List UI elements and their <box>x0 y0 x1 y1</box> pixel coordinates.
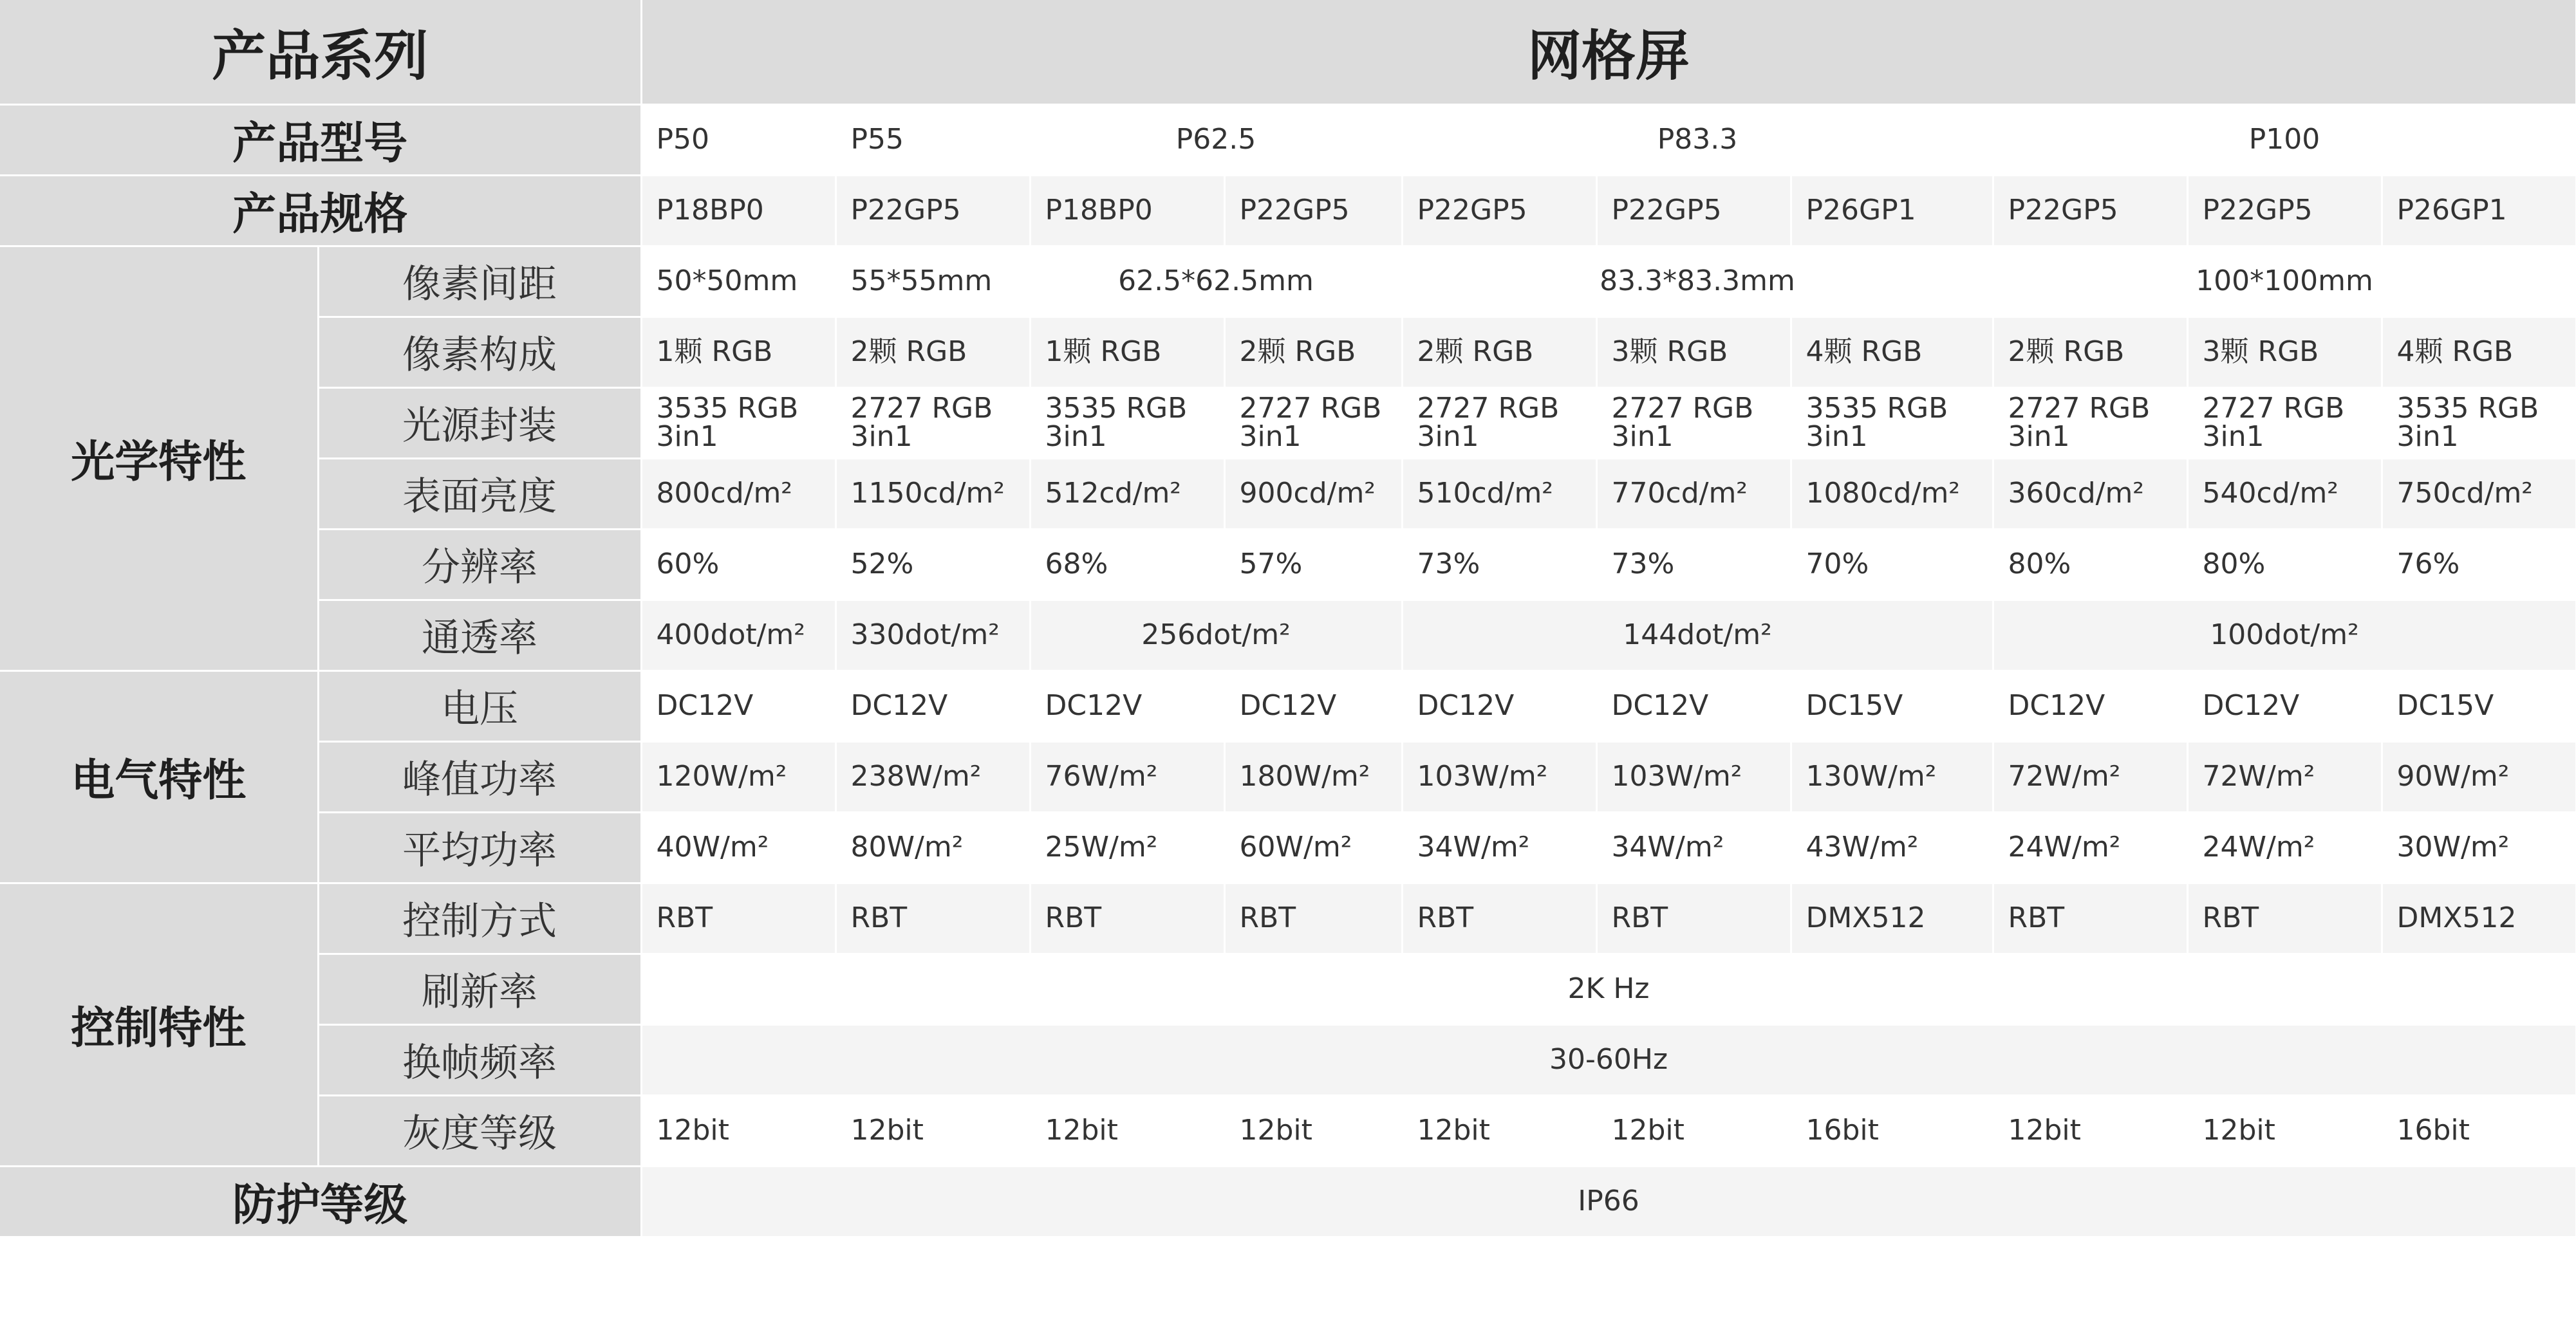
row-label: 灰度等级 <box>318 1095 641 1166</box>
value-cell: 360cd/m² <box>1993 458 2187 529</box>
value-cell: 16bit <box>2382 1095 2576 1166</box>
value-cell: DC12V <box>1993 670 2187 741</box>
value-cell: RBT <box>641 883 835 954</box>
value-cell: 12bit <box>835 1095 1030 1166</box>
row-label: 峰值功率 <box>318 741 641 812</box>
spec-cell: P18BP0 <box>1030 175 1224 246</box>
value-cell: 130W/m² <box>1791 741 1993 812</box>
value-cell: 50*50mm <box>641 246 835 317</box>
value-cell: DC12V <box>1224 670 1402 741</box>
value-cell: 512cd/m² <box>1030 458 1224 529</box>
value-cell: 540cd/m² <box>2187 458 2382 529</box>
value-cell: 100dot/m² <box>1993 600 2576 670</box>
value-cell: 2颗 RGB <box>1402 317 1596 387</box>
value-cell: 180W/m² <box>1224 741 1402 812</box>
model-cell: P83.3 <box>1402 104 1993 175</box>
value-cell: 73% <box>1596 529 1791 600</box>
spec-cell: P22GP5 <box>1224 175 1402 246</box>
value-cell: 1080cd/m² <box>1791 458 1993 529</box>
value-cell: DC12V <box>835 670 1030 741</box>
value-cell: RBT <box>1596 883 1791 954</box>
row-label: 控制方式 <box>318 883 641 954</box>
spec-cell: P18BP0 <box>641 175 835 246</box>
value-cell: 60% <box>641 529 835 600</box>
value-cell: 3535 RGB 3in1 <box>2382 387 2576 458</box>
value-cell: 800cd/m² <box>641 458 835 529</box>
value-cell: 34W/m² <box>1596 812 1791 883</box>
value-cell: 4颗 RGB <box>1791 317 1993 387</box>
value-cell: 30W/m² <box>2382 812 2576 883</box>
value-cell: 2727 RGB 3in1 <box>1993 387 2187 458</box>
value-cell: 70% <box>1791 529 1993 600</box>
value-cell: 12bit <box>1402 1095 1596 1166</box>
value-cell: 120W/m² <box>641 741 835 812</box>
value-cell: 57% <box>1224 529 1402 600</box>
value-cell: 12bit <box>1993 1095 2187 1166</box>
spec-cell: P26GP1 <box>1791 175 1993 246</box>
model-cell: P50 <box>641 104 835 175</box>
series-label: 产品系列 <box>0 0 641 104</box>
spec-cell: P22GP5 <box>835 175 1030 246</box>
value-cell: 83.3*83.3mm <box>1402 246 1993 317</box>
value-cell: 330dot/m² <box>835 600 1030 670</box>
value-cell: 2727 RGB 3in1 <box>1224 387 1402 458</box>
value-cell: 24W/m² <box>1993 812 2187 883</box>
value-cell: 3颗 RGB <box>2187 317 2382 387</box>
electrical-category: 电气特性 <box>0 670 318 883</box>
value-cell: RBT <box>1224 883 1402 954</box>
row-label: 刷新率 <box>318 954 641 1024</box>
value-cell: 2颗 RGB <box>1993 317 2187 387</box>
model-label: 产品型号 <box>0 104 641 175</box>
value-cell: 12bit <box>1224 1095 1402 1166</box>
series-value: 网格屏 <box>641 0 2576 104</box>
value-cell: 900cd/m² <box>1224 458 1402 529</box>
value-cell: 2颗 RGB <box>835 317 1030 387</box>
value-cell: 12bit <box>1030 1095 1224 1166</box>
value-cell: 76% <box>2382 529 2576 600</box>
value-cell: 2727 RGB 3in1 <box>1402 387 1596 458</box>
value-cell: DC12V <box>1402 670 1596 741</box>
value-cell: DC12V <box>641 670 835 741</box>
value-cell: 4颗 RGB <box>2382 317 2576 387</box>
value-cell: RBT <box>1030 883 1224 954</box>
value-cell: 12bit <box>1596 1095 1791 1166</box>
value-cell: 256dot/m² <box>1030 600 1402 670</box>
value-cell: 3535 RGB 3in1 <box>1791 387 1993 458</box>
value-cell: RBT <box>1993 883 2187 954</box>
value-cell: 1颗 RGB <box>641 317 835 387</box>
value-cell: 103W/m² <box>1596 741 1791 812</box>
row-label: 电压 <box>318 670 641 741</box>
value-cell: 25W/m² <box>1030 812 1224 883</box>
row-label: 换帧频率 <box>318 1024 641 1095</box>
value-cell: DMX512 <box>1791 883 1993 954</box>
spec-cell: P22GP5 <box>1596 175 1791 246</box>
control-category: 控制特性 <box>0 883 318 1166</box>
spec-cell: P22GP5 <box>2187 175 2382 246</box>
value-cell: 2727 RGB 3in1 <box>1596 387 1791 458</box>
row-label: 平均功率 <box>318 812 641 883</box>
value-cell: 770cd/m² <box>1596 458 1791 529</box>
spec-cell: P22GP5 <box>1402 175 1596 246</box>
value-cell: 1颗 RGB <box>1030 317 1224 387</box>
spec-label: 产品规格 <box>0 175 641 246</box>
value-cell: 72W/m² <box>1993 741 2187 812</box>
value-cell: 3颗 RGB <box>1596 317 1791 387</box>
value-cell: 43W/m² <box>1791 812 1993 883</box>
value-cell: 62.5*62.5mm <box>1030 246 1402 317</box>
value-cell: 60W/m² <box>1224 812 1402 883</box>
value-cell: RBT <box>835 883 1030 954</box>
value-cell: 80% <box>2187 529 2382 600</box>
row-label: 表面亮度 <box>318 458 641 529</box>
value-cell: 30-60Hz <box>641 1024 2576 1095</box>
value-cell: DC15V <box>2382 670 2576 741</box>
model-cell: P62.5 <box>1030 104 1402 175</box>
value-cell: DC12V <box>1030 670 1224 741</box>
value-cell: 3535 RGB 3in1 <box>641 387 835 458</box>
model-cell: P55 <box>835 104 1030 175</box>
row-label: 分辨率 <box>318 529 641 600</box>
row-label: 像素构成 <box>318 317 641 387</box>
value-cell: DC12V <box>2187 670 2382 741</box>
spec-cell: P26GP1 <box>2382 175 2576 246</box>
row-label: 光源封装 <box>318 387 641 458</box>
value-cell: 103W/m² <box>1402 741 1596 812</box>
value-cell: 2颗 RGB <box>1224 317 1402 387</box>
value-cell: 90W/m² <box>2382 741 2576 812</box>
value-cell: 24W/m² <box>2187 812 2382 883</box>
value-cell: 80W/m² <box>835 812 1030 883</box>
value-cell: 1150cd/m² <box>835 458 1030 529</box>
value-cell: 72W/m² <box>2187 741 2382 812</box>
value-cell: DC15V <box>1791 670 1993 741</box>
value-cell: RBT <box>1402 883 1596 954</box>
value-cell: 12bit <box>2187 1095 2382 1166</box>
value-cell: 400dot/m² <box>641 600 835 670</box>
value-cell: 80% <box>1993 529 2187 600</box>
row-label: 通透率 <box>318 600 641 670</box>
value-cell: 12bit <box>641 1095 835 1166</box>
protection-value: IP66 <box>641 1166 2576 1237</box>
spec-cell: P22GP5 <box>1993 175 2187 246</box>
value-cell: 52% <box>835 529 1030 600</box>
value-cell: DMX512 <box>2382 883 2576 954</box>
value-cell: 40W/m² <box>641 812 835 883</box>
value-cell: DC12V <box>1596 670 1791 741</box>
model-cell: P100 <box>1993 104 2576 175</box>
value-cell: 73% <box>1402 529 1596 600</box>
value-cell: RBT <box>2187 883 2382 954</box>
value-cell: 55*55mm <box>835 246 1030 317</box>
value-cell: 16bit <box>1791 1095 1993 1166</box>
value-cell: 2727 RGB 3in1 <box>2187 387 2382 458</box>
protection-label: 防护等级 <box>0 1166 641 1237</box>
row-label: 像素间距 <box>318 246 641 317</box>
value-cell: 2727 RGB 3in1 <box>835 387 1030 458</box>
value-cell: 34W/m² <box>1402 812 1596 883</box>
value-cell: 68% <box>1030 529 1224 600</box>
value-cell: 144dot/m² <box>1402 600 1993 670</box>
value-cell: 3535 RGB 3in1 <box>1030 387 1224 458</box>
value-cell: 510cd/m² <box>1402 458 1596 529</box>
value-cell: 750cd/m² <box>2382 458 2576 529</box>
value-cell: 2K Hz <box>641 954 2576 1024</box>
value-cell: 238W/m² <box>835 741 1030 812</box>
optical-category: 光学特性 <box>0 246 318 670</box>
value-cell: 100*100mm <box>1993 246 2576 317</box>
value-cell: 76W/m² <box>1030 741 1224 812</box>
